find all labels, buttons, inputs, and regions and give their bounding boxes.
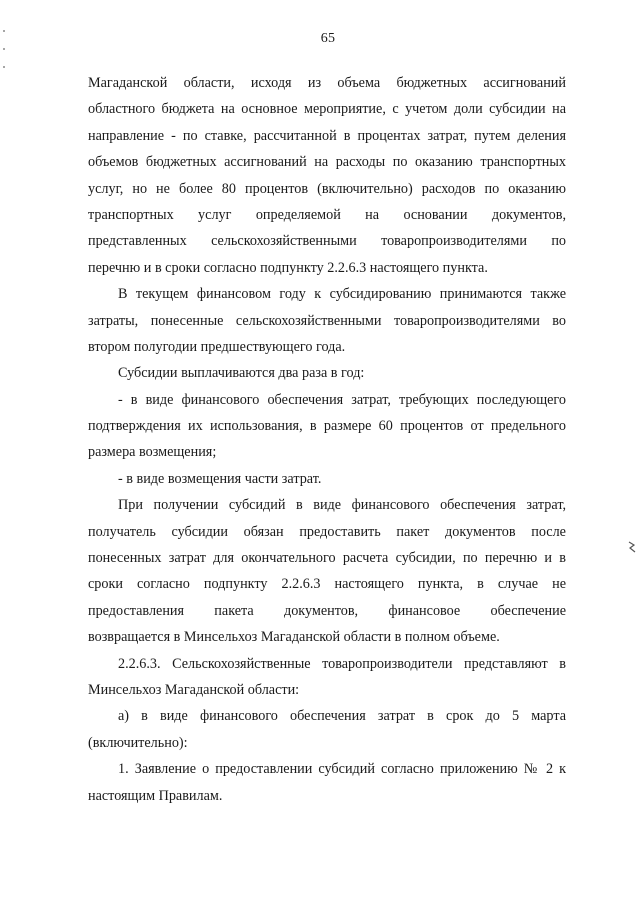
text-line: 1. Заявление о предоставлении субсидий согласно приложению № 2 к [118, 761, 566, 778]
text-line: При получении субсидий в виде финансового обеспечения затрат, [118, 497, 566, 514]
text-line: областного бюджета на основное мероприятие, с учетом доли субсидии на [88, 101, 566, 118]
text-line: перечню и в сроки согласно подпункту 2.2.6.3 настоящего пункта. [88, 259, 488, 276]
text-line: а) в виде финансового обеспечения затрат в срок до 5 марта [118, 708, 566, 725]
text-line: - в виде финансового обеспечения затрат, требующих последующего [118, 391, 566, 408]
text-line: размера возмещения; [88, 444, 217, 461]
text-line: настоящим Правилам. [88, 787, 223, 804]
text-line: затраты, понесенные сельскохозяйственными товаропроизводителями во [88, 312, 566, 329]
text-line: Субсидии выплачиваются два раза в год: [118, 365, 365, 382]
page-number: 65 [320, 31, 336, 46]
text-line: - в виде возмещения части затрат. [118, 470, 322, 487]
text-line: 2.2.6.3. Сельскохозяйственные товаропроизводители представляют в [118, 655, 566, 672]
text-line: транспортных услуг определяемой на основании документов, [88, 206, 566, 223]
text-line: Магаданской области, исходя из объема бюджетных ассигнований [88, 75, 566, 91]
text-line: направление - по ставке, рассчитанной в процентах затрат, путем деления [88, 127, 566, 144]
text-line: возвращается в Минсельхоз Магаданской области в полном объеме. [88, 629, 500, 646]
text-line: втором полугодии предшествующего года. [88, 338, 346, 355]
scan-speck [3, 48, 5, 50]
text-line: представленных сельскохозяйственными товаропроизводителями по [88, 233, 566, 250]
text-line: понесенных затрат для окончательного расчета субсидии, по перечню и в [88, 550, 566, 567]
text-line: подтверждения их использования, в размере 60 процентов от предельного [88, 418, 566, 435]
text-line: В текущем финансовом году к субсидированию принимаются также [118, 286, 566, 303]
scan-edge-artifact-icon [628, 540, 636, 554]
text-line: объемов бюджетных ассигнований на расходы по оказанию транспортных [88, 154, 566, 171]
text-line: получатель субсидии обязан предоставить пакет документов после [88, 523, 566, 540]
text-line: (включительно): [88, 734, 188, 751]
text-line: сроки согласно подпункту 2.2.6.3 настоящего пункта, в случае не [88, 576, 566, 593]
document-body [88, 70, 566, 809]
text-line: предоставления пакета документов, финансовое обеспечение [88, 602, 566, 619]
text-line: Минсельхоз Магаданской области: [88, 681, 300, 698]
scan-speck [3, 66, 5, 68]
text-line: услуг, но не более 80 процентов (включительно) расходов по оказанию [88, 180, 566, 197]
